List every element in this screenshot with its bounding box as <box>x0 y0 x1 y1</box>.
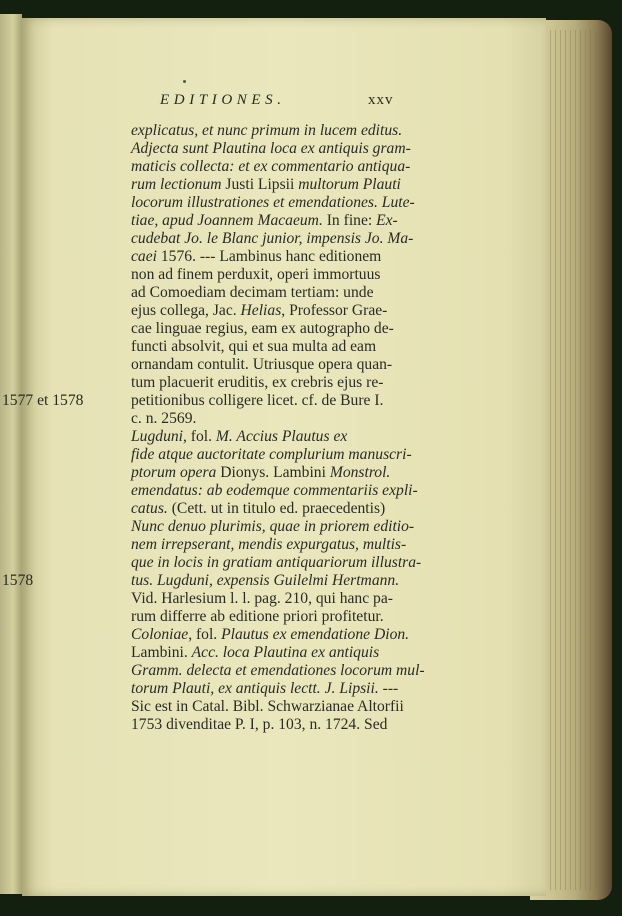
running-head: EDITIONES. <box>160 92 286 108</box>
text-line <box>131 158 410 176</box>
text-segment: c. n. 2569. <box>131 410 197 427</box>
text-segment: ornandam contulit. Utriusque opera quan- <box>131 356 393 373</box>
text-line <box>131 374 383 392</box>
text-segment: In fine: <box>322 212 377 229</box>
text-segment: explicatus, et nunc primum in lucem editus. <box>131 122 403 139</box>
text-line <box>131 608 384 626</box>
text-segment: Nunc denuo plurimis, quae in priorem editio- <box>131 518 415 535</box>
text-line <box>131 572 399 590</box>
text-segment: tum placuerit eruditis, ex crebris ejus re- <box>131 374 384 391</box>
text-segment: Justi Lipsii <box>225 176 299 193</box>
text-segment: torum Plauti, ex antiquis lectt. J. Lipsii. <box>131 680 379 697</box>
text-line <box>131 176 401 194</box>
text-segment: --- <box>378 680 399 697</box>
ink-speck <box>183 80 186 83</box>
text-line <box>131 212 398 230</box>
text-line <box>131 698 404 716</box>
page-header <box>156 92 406 116</box>
text-line <box>131 590 393 608</box>
text-segment: cae linguae regius, eam ex autographo de- <box>131 320 394 337</box>
text-segment: tiae, apud Joannem Macaeum. <box>131 212 323 229</box>
text-segment: nem irrepserant, mendis expurgatus, multis- <box>131 536 407 553</box>
text-segment: Lugduni <box>131 428 183 445</box>
text-line <box>131 392 383 410</box>
text-line <box>131 248 381 266</box>
text-line <box>131 284 374 302</box>
text-segment: , Professor Grae- <box>281 302 388 319</box>
text-segment: Acc. loca Plautina ex antiquis <box>191 644 380 661</box>
text-segment: Sic est in Catal. Bibl. Schwarzianae Altorfii <box>131 698 404 715</box>
text-segment: , fol. <box>183 428 216 445</box>
text-segment: Plautus ex emendatione Dion. <box>221 626 410 643</box>
text-line <box>131 680 398 698</box>
text-segment: fide atque auctoritate complurium manuscri- <box>131 446 412 463</box>
text-line <box>131 266 380 284</box>
left-page-gutter <box>0 14 22 894</box>
text-segment: functi absolvit, qui et sua multa ad eam <box>131 338 377 355</box>
text-line <box>131 536 406 554</box>
text-line <box>131 122 402 140</box>
text-segment: Dionys. Lambini <box>216 464 330 481</box>
text-line <box>131 644 379 662</box>
text-line <box>131 428 347 446</box>
text-segment: maticis collecta: et ex commentario antiqua- <box>131 158 411 175</box>
text-line <box>131 716 387 734</box>
text-segment: 1576. --- Lambinus hanc editionem <box>156 248 382 265</box>
text-line <box>131 140 411 158</box>
page-number: xxv <box>368 92 394 108</box>
text-segment: petitionibus colligere licet. cf. de Bure I. <box>131 392 384 409</box>
text-line <box>131 464 390 482</box>
text-segment: 1753 divenditae P. I, p. 103, n. 1724. Sed <box>131 716 388 733</box>
text-segment: catus. <box>131 500 168 517</box>
text-line <box>131 338 376 356</box>
year-marker-1578: 1578 <box>2 572 34 589</box>
text-segment: multorum Plauti <box>298 176 401 193</box>
text-segment: rum differre ab editione priori profitetur. <box>131 608 384 625</box>
text-line <box>131 446 412 464</box>
text-segment: cudebat Jo. le Blanc junior, impensis Jo. Ma- <box>131 230 414 247</box>
text-line <box>131 500 385 518</box>
text-line <box>131 518 414 536</box>
text-segment: Vid. Harlesium l. l. pag. 210, qui hanc pa- <box>131 590 393 607</box>
text-segment: tus. Lugduni, expensis Guilelmi Hertmann. <box>131 572 400 589</box>
text-line <box>131 410 196 428</box>
text-segment: caei <box>131 248 157 265</box>
text-line <box>131 194 415 212</box>
text-segment: rum lectionum <box>131 176 226 193</box>
text-segment: Coloniae <box>131 626 189 643</box>
text-line <box>131 554 421 572</box>
text-segment: que in locis in gratiam antiquariorum illustra- <box>131 554 422 571</box>
text-line <box>131 230 413 248</box>
text-segment: Adjecta sunt Plautina loca ex antiquis gram- <box>131 140 411 157</box>
text-segment: ejus collega, Jac. <box>131 302 241 319</box>
text-segment: Lambini. <box>131 644 192 661</box>
text-line <box>131 302 387 320</box>
text-segment: Gramm. delecta et emendationes locorum mul- <box>131 662 425 679</box>
text-line <box>131 320 394 338</box>
text-segment: non ad finem perduxit, operi immortuus <box>131 266 381 283</box>
text-segment: M. Accius Plautus ex <box>215 428 348 445</box>
text-line <box>131 626 409 644</box>
page-edges-texture <box>540 30 600 890</box>
year-marker-1577: 1577 et 1578 <box>2 392 84 409</box>
text-line <box>131 356 392 374</box>
text-segment: ptorum opera <box>131 464 217 481</box>
text-line <box>131 662 425 680</box>
text-line <box>131 482 418 500</box>
text-segment: Helias <box>240 302 282 319</box>
text-segment: ad Comoediam decimam tertiam: unde <box>131 284 374 301</box>
text-segment: locorum illustrationes et emendationes. Lute- <box>131 194 415 211</box>
text-segment: (Cett. ut in titulo ed. praecedentis) <box>167 500 386 517</box>
text-segment: , fol. <box>188 626 222 643</box>
text-segment: Monstrol. <box>329 464 391 481</box>
text-segment: Ex- <box>376 212 398 229</box>
text-segment: emendatus: ab eodemque commentariis expli- <box>131 482 418 499</box>
